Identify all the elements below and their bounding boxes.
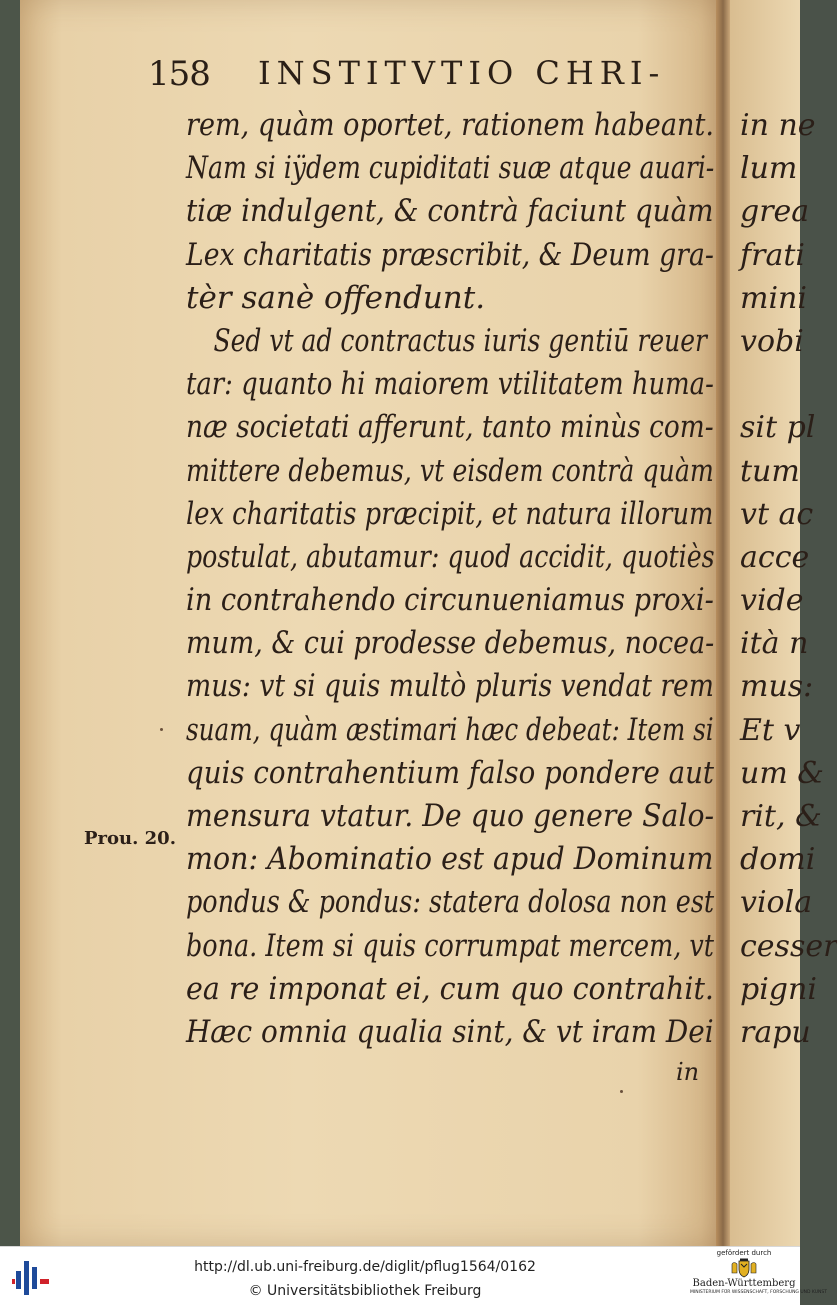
- text-line: tar: quanto hi maiorem vtilitatem huma-: [186, 366, 714, 403]
- facing-page-line: vide: [740, 583, 804, 619]
- facing-page-line: frati: [740, 237, 805, 273]
- facing-page-line: ità n: [740, 626, 809, 662]
- text-line: lex charitatis præcipit, et natura illorum: [186, 495, 714, 532]
- permalink-url[interactable]: http://dl.ub.uni-freiburg.de/diglit/pflug1564/0162: [194, 1259, 536, 1275]
- text-line: Hæc omnia qualia sint, & vt iram Dei: [186, 1013, 714, 1050]
- funder-caption: gefördert durch: [716, 1249, 772, 1257]
- facing-page-text: [740, 104, 837, 1054]
- facing-page-line: lum: [740, 151, 798, 187]
- text-line: quis contrahentium falso pondere aut: [186, 754, 715, 791]
- text-line: mum, & cui prodesse debemus, nocea-: [186, 625, 715, 662]
- body-text: [186, 104, 716, 1054]
- facing-page-line: acce: [740, 539, 810, 575]
- text-line: pondus & pondus: statera dolosa non est: [186, 884, 715, 921]
- page-header: [148, 50, 708, 100]
- facing-page-line: mini: [740, 280, 807, 316]
- text-line: suam, quàm æstimari hæc debeat: Item si: [186, 711, 714, 748]
- text-line: mus: vt si quis multò pluris vendat rem: [186, 668, 714, 705]
- text-line: næ societati afferunt, tanto minùs com-: [186, 409, 714, 446]
- text-line: bona. Item si quis corrumpat mercem, vt: [186, 927, 715, 964]
- text-line: tèr sanè offendunt.: [186, 279, 486, 316]
- facing-page-line: vt ac: [740, 496, 814, 532]
- facing-page-line: vobi: [740, 323, 804, 359]
- funder-subtitle: MINISTERIUM FÜR WISSENSCHAFT, FORSCHUNG UND KUNST: [690, 1290, 827, 1295]
- coat-of-arms-icon: [729, 1258, 759, 1278]
- page-number: 158: [148, 54, 210, 94]
- text-line: postulat, abutamur: quod accidit, quotiès: [186, 538, 715, 575]
- facing-page-line: rapu: [740, 1014, 811, 1050]
- facing-page-line: grea: [740, 194, 810, 230]
- facing-page-line: mus:: [740, 669, 814, 705]
- catchword: in: [676, 1058, 700, 1086]
- paper-speck: [160, 728, 163, 731]
- book-gutter: [716, 0, 730, 1246]
- copyright-notice: © Universitätsbibliothek Freiburg: [248, 1283, 482, 1299]
- facing-page-line: pigni: [740, 971, 817, 1007]
- facing-page-line: in ne: [740, 108, 816, 143]
- margin-note: Prou. 20.: [84, 828, 176, 849]
- text-line: in contrahendo circunueniamus proxi-: [186, 582, 714, 619]
- text-line: mittere debemus, vt eisdem contrà quàm: [186, 452, 714, 489]
- facing-page-line: cesser: [740, 928, 837, 964]
- text-line: Nam si iÿdem cupiditati suæ atque auari-: [186, 150, 715, 187]
- text-line: tiæ indulgent, & contrà faciunt quàm: [186, 193, 714, 230]
- paper-speck: [620, 1090, 623, 1093]
- funder-name: Baden-Württemberg: [692, 1278, 796, 1289]
- text-line: Sed vt ad contractus iuris gentiū reuer: [213, 322, 708, 359]
- text-line: rem, quàm oportet, rationem habeant.: [186, 107, 714, 143]
- text-line: Lex charitatis præscribit, & Deum gra-: [186, 236, 714, 273]
- funder-block: [690, 1249, 827, 1305]
- text-line: mensura vtatur. De quo genere Salo-: [186, 798, 715, 834]
- running-title: INSTITVTIO CHRI-: [258, 54, 666, 92]
- facing-page-line: Et v: [740, 712, 801, 748]
- facing-page-line: viola: [740, 885, 813, 921]
- facing-page-line: sit pl: [740, 410, 816, 446]
- facing-page-line: domi: [740, 842, 816, 878]
- viewer-footer: [0, 1246, 827, 1305]
- text-line: ea re imponat ei, cum quo contrahit.: [186, 970, 714, 1007]
- facing-page-line: tum: [740, 453, 800, 489]
- facing-page-line: rit, &: [740, 799, 822, 834]
- facing-page-line: [740, 363, 820, 406]
- facing-page-line: um &: [740, 755, 825, 791]
- text-line: mon: Abominatio est apud Dominum: [186, 841, 714, 878]
